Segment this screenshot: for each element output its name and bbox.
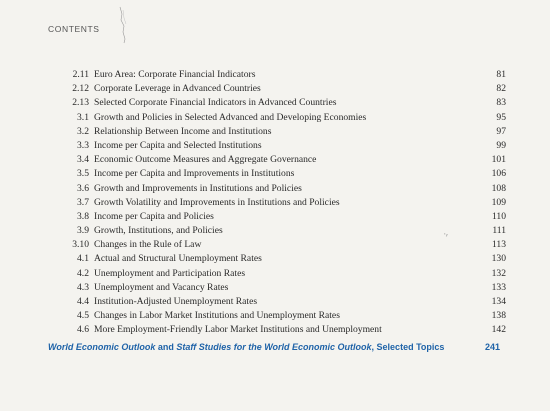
figure-page: 110 (491, 210, 506, 222)
figure-page: 134 (491, 296, 506, 307)
figure-page: 106 (491, 168, 506, 180)
toc-row (60, 182, 506, 196)
figure-number: 4.5 (77, 310, 89, 322)
figure-title: Actual and Structural Unemployment Rates (94, 253, 262, 265)
pen-mark (118, 6, 128, 44)
footer-title-selected-topics: , Selected Topics (371, 342, 445, 352)
figure-number: 4.4 (77, 296, 89, 307)
figure-title: Income per Capita and Improvements in Institutions (94, 168, 295, 180)
figure-page: 130 (491, 253, 506, 265)
figure-page: 97 (496, 125, 506, 137)
toc-row (60, 210, 506, 224)
toc-row (60, 281, 506, 295)
figure-number: 3.5 (77, 168, 89, 180)
footer-title-and: and (155, 342, 177, 352)
figure-page: 142 (491, 324, 506, 336)
figure-title: Corporate Leverage in Advanced Countries (94, 83, 261, 95)
figure-title: Income per Capita and Policies (94, 210, 214, 222)
figure-number: 3.9 (77, 225, 89, 237)
figure-number: 2.13 (72, 97, 89, 109)
figure-title: Income per Capita and Selected Institutions (94, 139, 262, 151)
figure-title: Institution-Adjusted Unemployment Rates (94, 296, 258, 307)
table-of-figures (60, 68, 506, 338)
figure-number: 4.1 (77, 253, 89, 265)
figure-page: 108 (491, 182, 506, 194)
figure-title: Growth and Improvements in Institutions and Policies (94, 182, 302, 194)
toc-row (60, 323, 506, 337)
figure-number: 3.10 (72, 239, 89, 251)
toc-row (60, 295, 506, 309)
toc-row (60, 82, 506, 96)
figure-number: 2.12 (72, 83, 89, 95)
figure-number: 3.7 (77, 196, 89, 208)
figure-page: 113 (491, 239, 506, 251)
figure-number: 3.3 (77, 139, 89, 151)
figure-title: Growth and Policies in Selected Advanced and Developing Economies (94, 111, 367, 123)
figure-number: 3.2 (77, 125, 89, 137)
figure-page: 133 (491, 281, 506, 293)
toc-row (60, 153, 506, 167)
section-header (48, 24, 100, 34)
toc-row (60, 68, 506, 82)
stray-mark: ʹʸ (444, 233, 448, 240)
toc-row (60, 196, 506, 210)
toc-row (60, 167, 506, 181)
toc-row (60, 111, 506, 125)
figure-title: Economic Outcome Measures and Aggregate Governance (94, 154, 317, 166)
figure-page: 111 (492, 225, 506, 237)
toc-row (60, 238, 506, 252)
figure-number: 3.6 (77, 182, 89, 194)
figure-number: 3.8 (77, 210, 89, 222)
figure-title: Selected Corporate Financial Indicators in Advanced Countries (94, 97, 337, 109)
figure-page: 82 (496, 83, 506, 95)
figure-number: 4.2 (77, 267, 89, 279)
figure-number: 4.6 (77, 324, 89, 336)
figure-page: 99 (496, 139, 506, 151)
figure-number: 3.4 (77, 154, 89, 166)
figure-page: 138 (491, 310, 506, 322)
toc-row (60, 125, 506, 139)
figure-page: 101 (491, 154, 506, 166)
footer-title (48, 342, 444, 352)
toc-row (60, 96, 506, 110)
figure-title: Growth, Institutions, and Policies (94, 225, 223, 237)
footer-title-weo: World Economic Outlook (48, 342, 156, 352)
page-number: 241 (484, 342, 500, 352)
figure-page: 95 (496, 111, 506, 123)
figure-number: 4.3 (77, 281, 89, 293)
figure-title: Unemployment and Vacancy Rates (94, 281, 229, 293)
figure-page: 83 (496, 97, 506, 109)
figure-number: 3.1 (77, 111, 89, 123)
figure-title: Growth Volatility and Improvements in Institutions and Policies (94, 196, 340, 208)
figure-page: 109 (491, 196, 506, 208)
contents-label: CONTENTS (48, 24, 100, 34)
toc-row (60, 267, 506, 281)
toc-row (60, 309, 506, 323)
toc-row (60, 252, 506, 266)
toc-row (60, 139, 506, 153)
footer-title-staff-studies: Staff Studies for the World Economic Outlook (176, 342, 372, 352)
figure-page: 132 (491, 267, 506, 279)
toc-row (60, 224, 506, 238)
figure-title: Changes in the Rule of Law (94, 239, 202, 251)
page-footer (48, 342, 500, 352)
figure-title: Relationship Between Income and Institutions (94, 125, 272, 137)
figure-title: Euro Area: Corporate Financial Indicators (94, 69, 256, 80)
figure-page: 81 (496, 69, 506, 80)
figure-title: Unemployment and Participation Rates (94, 267, 246, 279)
figure-title: More Employment-Friendly Labor Market Institutions and Unemployment (94, 324, 382, 336)
figure-title: Changes in Labor Market Institutions and Unemployment Rates (94, 310, 340, 322)
figure-number: 2.11 (72, 69, 89, 80)
